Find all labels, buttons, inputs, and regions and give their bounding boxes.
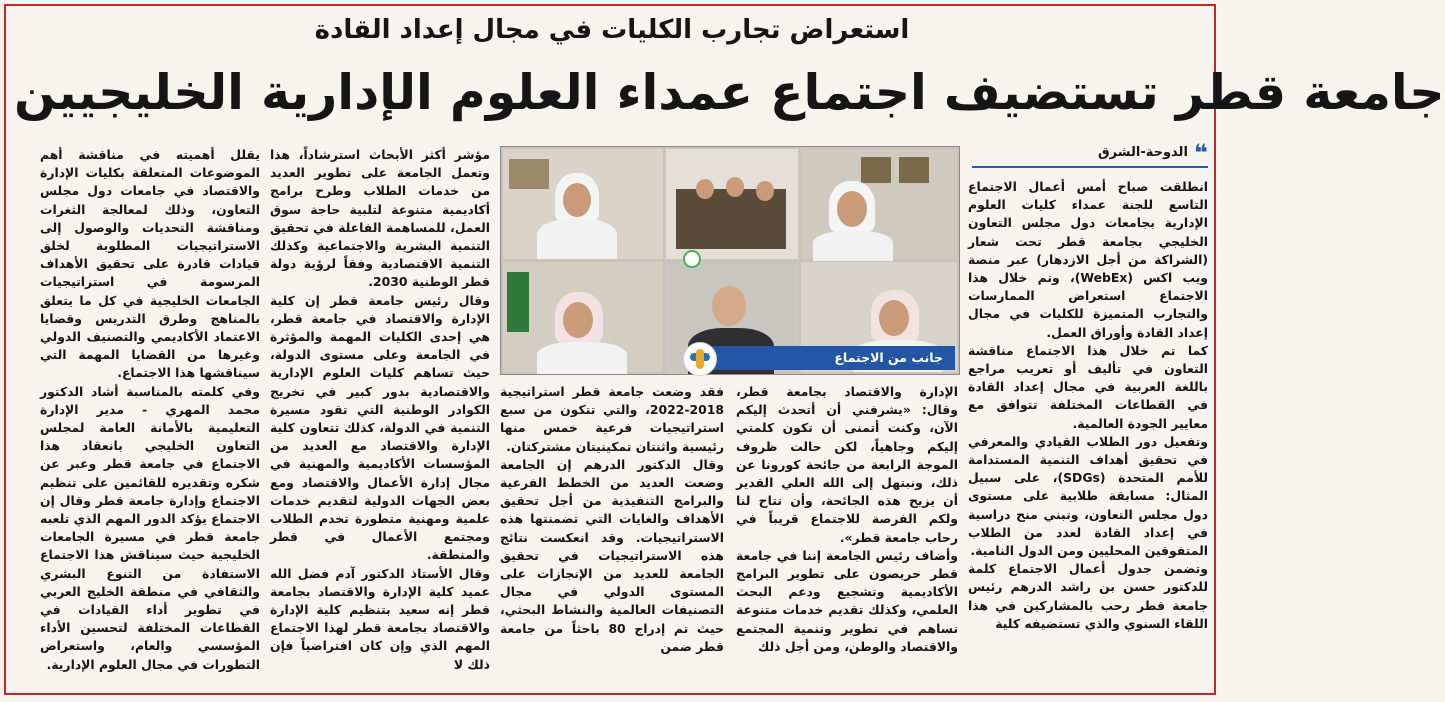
paragraph: وقال الدكتور الدرهم إن الجامعة وضعت العديد من الخطط الفرعية والبرامج التنفيذية من أجل تحقيق الأهداف والغايات التي تضمنتها هذه الاستراتيجيات. وقد انعكست نتائج هذه الاستراتيجيات في تحقيق الجامعة للعديد من الإنجازات على المستوى الدولي في مجال التصنيفات العالمية والنشاط البحثي، حيث تم إدراج 80 باحثاً من جامعة قطر ضمن [500,456,724,654]
photo-caption-text: جانب من الاجتماع [834,350,943,365]
paragraph: وتفعيل دور الطلاب القيادي والمعرفي في تحقيق أهداف التنمية المستدامة للأمم المتحدة (SDGs)، على سبيل المثال: مسابقة طلابية على مستوى دول مجلس التعاون، وتبني منح دراسية في إعداد القادة لعدد من الطلاب المتفوقين المحليين ومن الدول النامية. [968,433,1208,559]
source-label: الدوحة-الشرق [1098,145,1188,160]
paragraph: الإدارة والاقتصاد بجامعة قطر، وقال: «يشرفني أن أتحدث إليكم الآن، وكنت أتمنى أن تكون كلمتي إليكم وجاهياً، لكن حالت ظروف الموجة الرابعة من جائحة كورونا عن ذلك، ونبتهل إلى الله العلي القدير أن يزيح هذه الجائحة، وأن تتاح لنا ولكم الفرصة للاجتماع قريباً في رحاب جامعة قطر». [736,384,958,545]
kicker-headline: استعراض تجارب الكليات في مجال إعداد القادة [314,15,910,45]
microphone-icon [683,250,701,268]
video-tile [503,149,663,259]
source-line [972,139,1208,168]
paragraph: وقال الأستاذ الدكتور آدم فضل الله عميد كلية الإدارة والاقتصاد بجامعة قطر إنه سعيد بتنظيم كلية الإدارة والاقتصاد بجامعة قطر لهذا الاجتماع المهم الذي وإن كان افتراضياً فإن ذلك لا [270,565,490,672]
video-tile [503,262,663,372]
paragraph: وفي كلمته بالمناسبة أشاد الدكتور محمد المهري - مدير الإدارة التعليمية بالأمانة العامة لمجلس التعاون الخليجي بانعقاد هذا الاجتماع في جامعة قطر وعبر عن شكره وتقديره للقائمين على تنظيم الاجتماع وإدارة جامعة قطر وقال إن الاجتماع يؤكد الدور المهم الذي تلعبه جامعة قطر في مسيرة الجامعات الخليجية حيث سيناقش هذا الاجتماع الاستفادة من التنوع البشري والثقافي في منطقة الخليج العربي في تطوير أداء القيادات في القطاعات المختلفة لتحسين الأداء المؤسسي والعام، واستعراض التطورات في مجال العلوم الإدارية. [40,383,260,672]
paragraph: انطلقت صباح أمس أعمال الاجتماع التاسع للجنة عمداء كليات العلوم الإدارية بجامعات دول مجلس التعاون الخليجي بجامعة قطر تحت شعار (الشراكة من أجل الازدهار) عبر منصة ويب اكس (WebEx)، وتم خلال هذا الاجتماع استعراض الممارسات والتجارب المتميزة للكليات في مجال إعداد القادة وأوراق العمل. [968,179,1209,340]
main-headline: جامعة قطر تستضيف اجتماع عمداء العلوم الإدارية الخليجيين [14,64,1445,121]
paragraph: يقلل أهميته في مناقشة أهم الموضوعات المتعلقة بكليات الإدارة والاقتصاد في جامعات دول مجلس التعاون، وذلك لمعالجة الثغرات ومناقشة التحديات والوصول إلى الاستراتيجيات المطلوبة لخلق قيادات قادرة على تحقيق الأهداف المرسومة في استراتيجيات الجامعات الخليجية في كل ما يتعلق بالمناهج وطرق التدريس وقضايا الاعتماد الأكاديمي والتصنيف الدولي وغيرها من القضايا المهمة التي سيناقشها هذا الاجتماع. [40,147,260,381]
paragraph: مؤشر أكثر الأبحاث استرشاداً، هذا وتعمل الجامعة على تطوير العديد من خدمات الطلاب وطرح برامج أكاديمية متنوعة لتلبية حاجة سوق العمل، للمساهمة الفاعلة في تحقيق التنمية البشرية والاجتماعية وكذلك التنمية الاقتصادية وفقاً لرؤية دولة قطر الوطنية 2030. [270,147,490,290]
article-column-4 [270,146,490,688]
video-tile [801,149,957,259]
paragraph: وتضمن جدول أعمال الاجتماع كلمة للدكتور حسن بن راشد الدرهم رئيس جامعة قطر رحب بالمشاركين في هذا اللقاء السنوي والذي تستضيفه كلية [968,561,1208,631]
article-column-2 [736,383,958,688]
photo-caption [697,346,955,370]
quote-icon: ❝ [1193,139,1208,167]
paragraph: كما تم خلال هذا الاجتماع مناقشة التعاون في تأليف أو تعريب مراجع باللغة العربية في مجال إعداد القادة في القطاعات المختلفة تتوافق مع معايير الجودة العالمية. [968,342,1208,431]
article-column-1 [968,178,1208,688]
meeting-photo [500,146,960,375]
paragraph: وأضاف رئيس الجامعة إننا في جامعة قطر حريصون على تطوير البرامج الأكاديمية وتشجيع ودعم البحث العلمي، وكذلك تقديم خدمات متنوعة تساهم في تطوير وتنمية المجتمع والاقتصاد والوطن، ومن أجل ذلك [736,547,958,654]
paragraph: فقد وضعت جامعة قطر استراتيجية 2018-2022، والتي تتكون من سبع استراتيجيات فرعية خمس منها رئيسية واثنتان تمكينيتان مشتركتان. [500,384,724,454]
article-column-5 [40,146,260,688]
video-tile [666,149,798,259]
article-column-3 [500,383,724,688]
paragraph: وقال رئيس جامعة قطر إن كلية الإدارة والاقتصاد في جامعة قطر، هي إحدى الكليات المهمة والمؤثرة في الجامعة وعلى مستوى الدولة، حيث تساهم كليات العلوم الإدارية والاقتصادية بدور كبير في تخريج الكوادر الوطنية التي تقود مسيرة التنمية في الدولة، كذلك تتعاون كلية الإدارة والاقتصاد مع العديد من المؤسسات الأكاديمية والمهنية في مجال إدارة الأعمال والاقتصاد ومع بعض الجهات الدولية لتقديم خدمات علمية ومهنية متطورة تخدم الطلاب ومجتمع الأعمال في قطر والمنطقة. [270,292,490,563]
qatar-university-logo-icon [683,342,717,376]
